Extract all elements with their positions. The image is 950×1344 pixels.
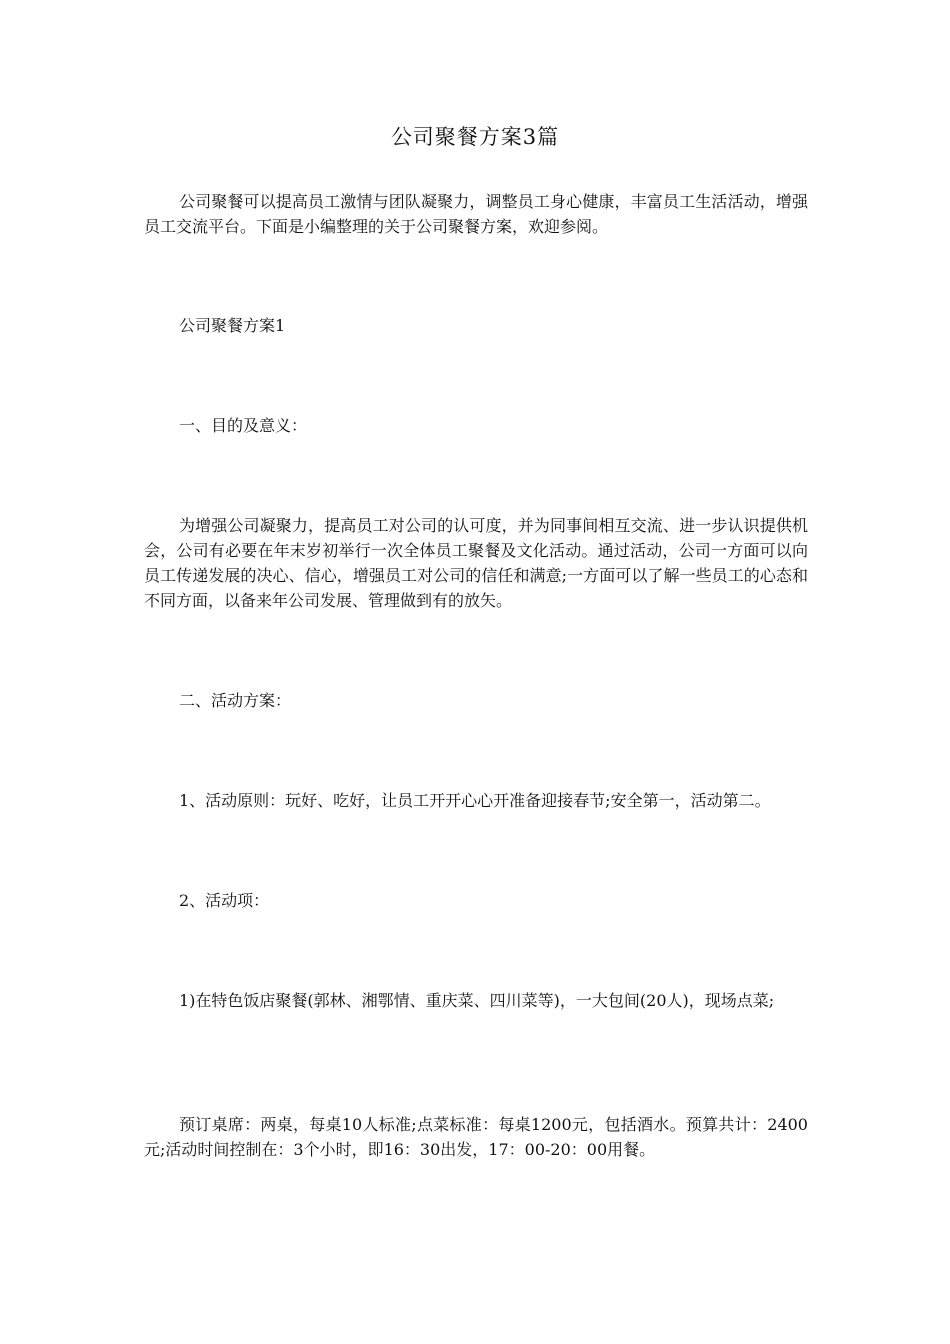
heading-purpose: 一、目的及意义：: [179, 416, 308, 435]
activity-item-restaurant: 1)在特色饭店聚餐(郭林、湘鄂情、重庆菜、四川菜等)，一大包间(20人)，现场点菜;: [179, 991, 775, 1010]
booking-paragraph: 预订桌席：两桌，每桌10人标准;点菜标准：每桌1200元，包括酒水。预算共计：2400元;活动时间控制在：3个小时，即16：30出发，17：00-20：00用餐。: [144, 1115, 808, 1159]
activity-principle: 1、活动原则：玩好、吃好，让员工开开心心开准备迎接春节;安全第一，活动第二。: [179, 791, 771, 810]
section-title: 公司聚餐方案1: [179, 316, 286, 335]
purpose-paragraph: 为增强公司凝聚力，提高员工对公司的认可度，并为同事间相互交流、进一步认识提供机会，公司有必要在年末岁初举行一次全体员工聚餐及文化活动。通过活动，公司一方面可以向员工传递发展的决心、信心，增强员工对公司的信任和满意;一方面可以了解一些员工的心态和不同方面，以备来年公司发展、管理做到有的放矢。: [144, 516, 808, 610]
document-title: 公司聚餐方案3篇: [390, 125, 560, 149]
heading-activity-plan: 二、活动方案：: [179, 691, 292, 710]
intro-paragraph: 公司聚餐可以提高员工激情与团队凝聚力，调整员工身心健康，丰富员工生活活动，增强员工交流平台。下面是小编整理的关于公司聚餐方案，欢迎参阅。: [144, 192, 808, 236]
activity-items-heading: 2、活动项：: [179, 891, 270, 910]
